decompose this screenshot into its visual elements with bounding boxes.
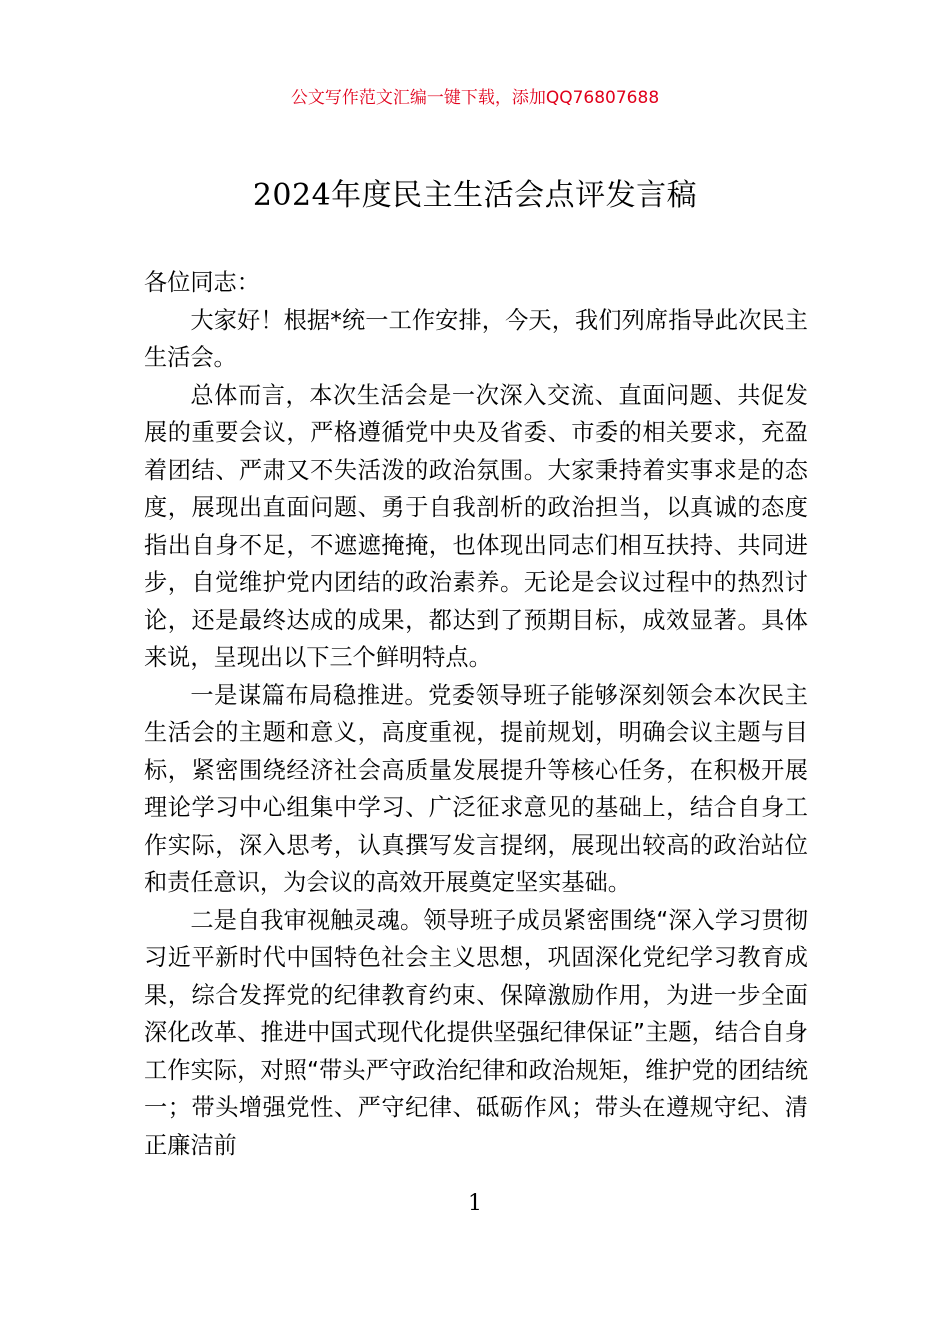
paragraph-point-two: 二是自我审视触灵魂。领导班子成员紧密围绕“深入学习贯彻习近平新时代中国特色社会主义思想，巩固深化党纪学习教育成果，综合发挥党的纪律教育约束、保障激励作用，为进一步全面深化改革、推进中国式现代化提供坚强纪律保证”主题，结合自身工作实际，对照“带头严守政治纪律和政治规矩，维护党的团结统一；带头增强党性、严守纪律、砥砺作风；带头在遵规守纪、清正廉洁前 bbox=[144, 906, 808, 1159]
paragraph-greeting: 大家好！根据*统一工作安排，今天，我们列席指导此次民主生活会。 bbox=[144, 306, 808, 371]
document-body bbox=[144, 264, 808, 1164]
header-banner: 公文写作范文汇编一键下载，添加QQ76807688 bbox=[290, 88, 660, 108]
paragraph-point-one: 一是谋篇布局稳推进。党委领导班子能够深刻领会本次民主生活会的主题和意义，高度重视，提前规划，明确会议主题与目标，紧密围绕经济社会高质量发展提升等核心任务，在积极开展理论学习中心组集中学习、广泛征求意见的基础上，结合自身工作实际，深入思考，认真撰写发言提纲，展现出较高的政治站位和责任意识，为会议的高效开展奠定坚实基础。 bbox=[144, 681, 808, 896]
page-number: 1 bbox=[468, 1191, 482, 1216]
document-title: 2024年度民主生活会点评发言稿 bbox=[252, 178, 698, 213]
paragraph-overview: 总体而言，本次生活会是一次深入交流、直面问题、共促发展的重要会议，严格遵循党中央及省委、市委的相关要求，充盈着团结、严肃又不失活泼的政治氛围。大家秉持着实事求是的态度，展现出直面问题、勇于自我剖析的政治担当，以真诚的态度指出自身不足，不遮遮掩掩，也体现出同志们相互扶持、共同进步，自觉维护党内团结的政治素养。无论是会议过程中的热烈讨论，还是最终达成的成果，都达到了预期目标，成效显著。具体来说，呈现出以下三个鲜明特点。 bbox=[144, 381, 808, 671]
salutation: 各位同志： bbox=[144, 269, 260, 296]
